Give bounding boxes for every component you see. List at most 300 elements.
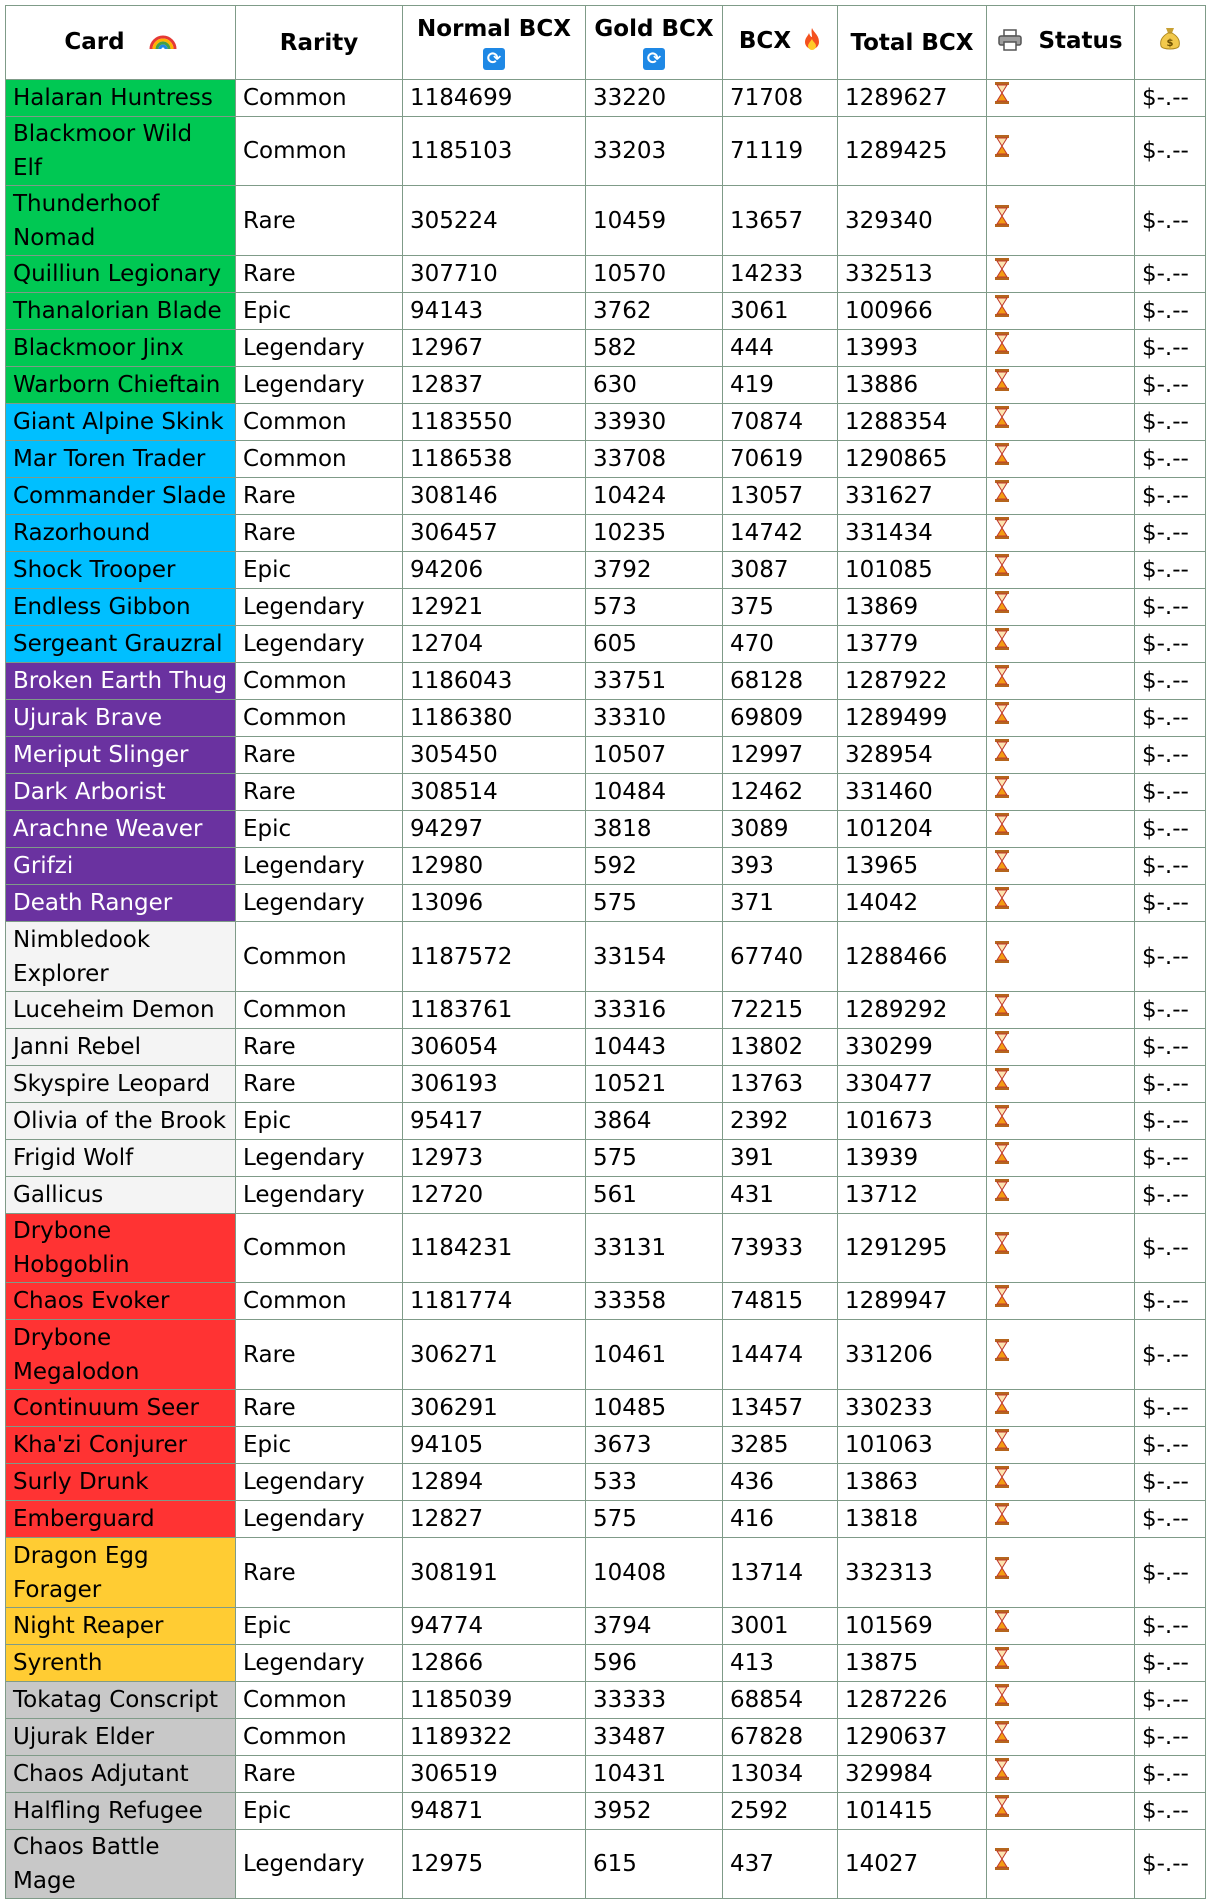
rarity-cell: Common [236, 117, 403, 186]
card-name-cell[interactable]: Warborn Chieftain [6, 367, 236, 404]
status-cell [987, 885, 1135, 922]
status-cell [987, 552, 1135, 589]
bcx-cell: 13802 [723, 1029, 838, 1066]
bcx-cell: 72215 [723, 992, 838, 1029]
total-bcx-cell: 330233 [838, 1390, 987, 1427]
hourglass-icon [994, 1683, 1010, 1717]
price-cell: $-.-- [1135, 515, 1206, 552]
rarity-cell: Rare [236, 737, 403, 774]
total-bcx-cell: 13869 [838, 589, 987, 626]
price-cell: $-.-- [1135, 186, 1206, 256]
hourglass-icon [994, 993, 1010, 1027]
table-row [6, 404, 1206, 441]
price-cell: $-.-- [1135, 256, 1206, 293]
table-row [6, 515, 1206, 552]
table-row [6, 552, 1206, 589]
status-cell [987, 1793, 1135, 1830]
rarity-cell: Rare [236, 1756, 403, 1793]
price-cell: $-.-- [1135, 1140, 1206, 1177]
card-name-cell[interactable]: Quilliun Legionary [6, 256, 236, 293]
status-cell [987, 848, 1135, 885]
table-row [6, 1756, 1206, 1793]
card-name-cell[interactable]: Surly Drunk [6, 1464, 236, 1501]
table-row [6, 117, 1206, 186]
card-name-cell[interactable]: Chaos Evoker [6, 1283, 236, 1320]
price-cell: $-.-- [1135, 1830, 1206, 1899]
hourglass-icon [994, 627, 1010, 661]
price-cell: $-.-- [1135, 589, 1206, 626]
bcx-cell: 2592 [723, 1793, 838, 1830]
rarity-cell: Common [236, 922, 403, 992]
card-name-cell[interactable]: Frigid Wolf [6, 1140, 236, 1177]
status-cell [987, 663, 1135, 700]
card-name-cell[interactable]: Kha'zi Conjurer [6, 1427, 236, 1464]
card-name-cell[interactable]: Drybone Hobgoblin [6, 1214, 236, 1283]
status-cell [987, 626, 1135, 663]
total-bcx-cell: 13993 [838, 330, 987, 367]
hourglass-icon [994, 1104, 1010, 1138]
rainbow-icon [149, 30, 177, 58]
table-row [6, 700, 1206, 737]
gold-bcx-cell: 575 [586, 1140, 723, 1177]
rarity-cell: Common [236, 441, 403, 478]
card-name-cell[interactable]: Tokatag Conscript [6, 1682, 236, 1719]
hourglass-icon [994, 1231, 1010, 1265]
total-bcx-cell: 1287922 [838, 663, 987, 700]
hourglass-icon [994, 1465, 1010, 1499]
card-name-cell[interactable]: Commander Slade [6, 478, 236, 515]
bcx-cell: 70619 [723, 441, 838, 478]
hourglass-icon [994, 1502, 1010, 1536]
hourglass-icon [994, 204, 1010, 238]
rarity-cell: Epic [236, 811, 403, 848]
bcx-cell: 375 [723, 589, 838, 626]
status-cell [987, 1140, 1135, 1177]
price-cell: $-.-- [1135, 404, 1206, 441]
hourglass-icon [994, 738, 1010, 772]
card-name-cell[interactable]: Dragon Egg Forager [6, 1538, 236, 1608]
gold-bcx-cell: 33220 [586, 80, 723, 117]
rarity-cell: Common [236, 404, 403, 441]
rarity-cell: Legendary [236, 885, 403, 922]
card-name-cell[interactable]: Grifzi [6, 848, 236, 885]
bcx-cell: 13034 [723, 1756, 838, 1793]
header-gold-bcx-label: Gold BCX [594, 15, 714, 42]
header-gold-bcx[interactable] [586, 6, 723, 80]
table-row [6, 1214, 1206, 1283]
card-name-cell[interactable]: Thanalorian Blade [6, 293, 236, 330]
price-cell: $-.-- [1135, 1214, 1206, 1283]
total-bcx-cell: 331627 [838, 478, 987, 515]
rarity-cell: Legendary [236, 589, 403, 626]
status-cell [987, 515, 1135, 552]
normal-bcx-cell: 12980 [403, 848, 586, 885]
header-total-bcx[interactable] [838, 6, 987, 80]
total-bcx-cell: 13886 [838, 367, 987, 404]
card-name-cell[interactable]: Chaos Battle Mage [6, 1830, 236, 1899]
price-cell: $-.-- [1135, 1066, 1206, 1103]
table-row [6, 1719, 1206, 1756]
price-cell: $-.-- [1135, 663, 1206, 700]
normal-bcx-cell: 1186380 [403, 700, 586, 737]
card-name-cell[interactable]: Skyspire Leopard [6, 1066, 236, 1103]
price-cell: $-.-- [1135, 1029, 1206, 1066]
bcx-cell: 2392 [723, 1103, 838, 1140]
normal-bcx-cell: 1181774 [403, 1283, 586, 1320]
normal-bcx-cell: 1183550 [403, 404, 586, 441]
total-bcx-cell: 1288354 [838, 404, 987, 441]
normal-bcx-cell: 12720 [403, 1177, 586, 1214]
table-row [6, 626, 1206, 663]
card-name-cell[interactable]: Continuum Seer [6, 1390, 236, 1427]
hourglass-icon [994, 1720, 1010, 1754]
hourglass-icon [994, 1609, 1010, 1643]
status-cell [987, 1645, 1135, 1682]
normal-bcx-cell: 1186538 [403, 441, 586, 478]
normal-bcx-cell: 12894 [403, 1464, 586, 1501]
fire-icon [803, 27, 821, 58]
header-status[interactable] [987, 6, 1135, 80]
price-cell: $-.-- [1135, 885, 1206, 922]
normal-bcx-cell: 308514 [403, 774, 586, 811]
total-bcx-cell: 1289947 [838, 1283, 987, 1320]
total-bcx-cell: 101673 [838, 1103, 987, 1140]
rarity-cell: Legendary [236, 1177, 403, 1214]
rarity-cell: Common [236, 1682, 403, 1719]
total-bcx-cell: 14042 [838, 885, 987, 922]
status-cell [987, 1029, 1135, 1066]
card-name-cell[interactable]: Endless Gibbon [6, 589, 236, 626]
rarity-cell: Rare [236, 774, 403, 811]
total-bcx-cell: 101569 [838, 1608, 987, 1645]
price-cell: $-.-- [1135, 737, 1206, 774]
status-cell [987, 404, 1135, 441]
normal-bcx-cell: 305450 [403, 737, 586, 774]
table-row [6, 1320, 1206, 1390]
card-name-cell[interactable]: Drybone Megalodon [6, 1320, 236, 1390]
normal-bcx-cell: 1184699 [403, 80, 586, 117]
card-name-cell[interactable]: Halaran Huntress [6, 80, 236, 117]
refresh-icon[interactable]: ⟳ [483, 48, 505, 70]
hourglass-icon [994, 849, 1010, 883]
gold-bcx-cell: 10459 [586, 186, 723, 256]
rarity-cell: Common [236, 1719, 403, 1756]
status-cell [987, 1830, 1135, 1899]
normal-bcx-cell: 94774 [403, 1608, 586, 1645]
rarity-cell: Legendary [236, 1464, 403, 1501]
gold-bcx-cell: 33316 [586, 992, 723, 1029]
normal-bcx-cell: 1184231 [403, 1214, 586, 1283]
total-bcx-cell: 13712 [838, 1177, 987, 1214]
total-bcx-cell: 100966 [838, 293, 987, 330]
table-row [6, 992, 1206, 1029]
hourglass-icon [994, 553, 1010, 587]
bcx-cell: 13057 [723, 478, 838, 515]
rarity-cell: Epic [236, 293, 403, 330]
normal-bcx-cell: 1186043 [403, 663, 586, 700]
bcx-cell: 14742 [723, 515, 838, 552]
status-cell [987, 1103, 1135, 1140]
table-row [6, 1501, 1206, 1538]
status-cell [987, 1283, 1135, 1320]
hourglass-icon [994, 1030, 1010, 1064]
rarity-cell: Legendary [236, 1501, 403, 1538]
gold-bcx-cell: 10424 [586, 478, 723, 515]
total-bcx-cell: 14027 [838, 1830, 987, 1899]
total-bcx-cell: 329340 [838, 186, 987, 256]
total-bcx-cell: 1289425 [838, 117, 987, 186]
table-row [6, 663, 1206, 700]
price-cell: $-.-- [1135, 367, 1206, 404]
bcx-cell: 70874 [723, 404, 838, 441]
rarity-cell: Legendary [236, 1140, 403, 1177]
bcx-cell: 12462 [723, 774, 838, 811]
gold-bcx-cell: 630 [586, 367, 723, 404]
card-name-cell[interactable]: Giant Alpine Skink [6, 404, 236, 441]
card-name-cell[interactable]: Chaos Adjutant [6, 1756, 236, 1793]
rarity-cell: Rare [236, 1029, 403, 1066]
status-cell [987, 441, 1135, 478]
card-name-cell[interactable]: Meriput Slinger [6, 737, 236, 774]
table-row [6, 885, 1206, 922]
table-row [6, 1390, 1206, 1427]
total-bcx-cell: 1287226 [838, 1682, 987, 1719]
card-name-cell[interactable]: Death Ranger [6, 885, 236, 922]
card-name-cell[interactable]: Gallicus [6, 1177, 236, 1214]
status-cell [987, 1608, 1135, 1645]
normal-bcx-cell: 94297 [403, 811, 586, 848]
status-cell [987, 1427, 1135, 1464]
bcx-cell: 3087 [723, 552, 838, 589]
price-cell: $-.-- [1135, 1320, 1206, 1390]
gold-bcx-cell: 10443 [586, 1029, 723, 1066]
gold-bcx-cell: 10431 [586, 1756, 723, 1793]
rarity-cell: Common [236, 700, 403, 737]
header-rarity-label: Rarity [279, 29, 359, 56]
price-cell: $-.-- [1135, 478, 1206, 515]
svg-text:$: $ [1166, 38, 1174, 49]
total-bcx-cell: 331460 [838, 774, 987, 811]
price-cell: $-.-- [1135, 1464, 1206, 1501]
table-row [6, 811, 1206, 848]
bcx-cell: 71708 [723, 80, 838, 117]
table-row [6, 1793, 1206, 1830]
hourglass-icon [994, 940, 1010, 974]
rarity-cell: Rare [236, 1538, 403, 1608]
price-cell: $-.-- [1135, 1390, 1206, 1427]
bcx-cell: 3001 [723, 1608, 838, 1645]
hourglass-icon [994, 134, 1010, 168]
normal-bcx-cell: 306271 [403, 1320, 586, 1390]
total-bcx-cell: 1290865 [838, 441, 987, 478]
gold-bcx-cell: 3952 [586, 1793, 723, 1830]
refresh-icon[interactable]: ⟳ [643, 48, 665, 70]
card-name-cell[interactable]: Dark Arborist [6, 774, 236, 811]
total-bcx-cell: 331206 [838, 1320, 987, 1390]
gold-bcx-cell: 3762 [586, 293, 723, 330]
total-bcx-cell: 329984 [838, 1756, 987, 1793]
total-bcx-cell: 13818 [838, 1501, 987, 1538]
bcx-cell: 3089 [723, 811, 838, 848]
bcx-cell: 13457 [723, 1390, 838, 1427]
gold-bcx-cell: 10507 [586, 737, 723, 774]
status-cell [987, 700, 1135, 737]
total-bcx-cell: 13863 [838, 1464, 987, 1501]
total-bcx-cell: 13779 [838, 626, 987, 663]
table-row [6, 1830, 1206, 1899]
gold-bcx-cell: 10235 [586, 515, 723, 552]
bcx-cell: 69809 [723, 700, 838, 737]
bcx-cell: 3061 [723, 293, 838, 330]
status-cell [987, 367, 1135, 404]
table-row [6, 1029, 1206, 1066]
price-cell: $-.-- [1135, 1538, 1206, 1608]
hourglass-icon [994, 257, 1010, 291]
gold-bcx-cell: 533 [586, 1464, 723, 1501]
normal-bcx-cell: 305224 [403, 186, 586, 256]
card-name-cell[interactable]: Ujurak Elder [6, 1719, 236, 1756]
hourglass-icon [994, 294, 1010, 328]
table-row [6, 922, 1206, 992]
header-bcx[interactable] [723, 6, 838, 80]
normal-bcx-cell: 306193 [403, 1066, 586, 1103]
card-name-cell[interactable]: Janni Rebel [6, 1029, 236, 1066]
status-cell [987, 117, 1135, 186]
bcx-cell: 71119 [723, 117, 838, 186]
rarity-cell: Epic [236, 1608, 403, 1645]
price-cell: $-.-- [1135, 1283, 1206, 1320]
table-row [6, 1538, 1206, 1608]
table-row [6, 256, 1206, 293]
rarity-cell: Rare [236, 256, 403, 293]
header-normal-bcx-label: Normal BCX [417, 15, 571, 42]
total-bcx-cell: 1289499 [838, 700, 987, 737]
card-name-cell[interactable]: Olivia of the Brook [6, 1103, 236, 1140]
header-card[interactable] [6, 6, 236, 80]
hourglass-icon [994, 81, 1010, 115]
card-name-cell[interactable]: Luceheim Demon [6, 992, 236, 1029]
normal-bcx-cell: 306519 [403, 1756, 586, 1793]
hourglass-icon [994, 701, 1010, 735]
total-bcx-cell: 13965 [838, 848, 987, 885]
normal-bcx-cell: 308191 [403, 1538, 586, 1608]
card-name-cell[interactable]: Broken Earth Thug [6, 663, 236, 700]
total-bcx-cell: 101415 [838, 1793, 987, 1830]
total-bcx-cell: 101063 [838, 1427, 987, 1464]
card-name-cell[interactable]: Syrenth [6, 1645, 236, 1682]
normal-bcx-cell: 94871 [403, 1793, 586, 1830]
total-bcx-cell: 332513 [838, 256, 987, 293]
header-total-bcx-label: Total BCX [850, 29, 974, 56]
gold-bcx-cell: 3794 [586, 1608, 723, 1645]
hourglass-icon [994, 775, 1010, 809]
hourglass-icon [994, 1757, 1010, 1791]
table-row [6, 737, 1206, 774]
price-cell: $-.-- [1135, 117, 1206, 186]
normal-bcx-cell: 12827 [403, 1501, 586, 1538]
status-cell [987, 478, 1135, 515]
normal-bcx-cell: 1185039 [403, 1682, 586, 1719]
bcx-cell: 67740 [723, 922, 838, 992]
bcx-cell: 74815 [723, 1283, 838, 1320]
bcx-cell: 14474 [723, 1320, 838, 1390]
table-row [6, 1427, 1206, 1464]
price-cell: $-.-- [1135, 626, 1206, 663]
status-cell [987, 1214, 1135, 1283]
header-rarity[interactable] [236, 6, 403, 80]
price-cell: $-.-- [1135, 774, 1206, 811]
rarity-cell: Legendary [236, 1645, 403, 1682]
gold-bcx-cell: 592 [586, 848, 723, 885]
card-name-cell[interactable]: Arachne Weaver [6, 811, 236, 848]
card-name-cell[interactable]: Emberguard [6, 1501, 236, 1538]
card-name-cell[interactable]: Nimbledook Explorer [6, 922, 236, 992]
hourglass-icon [994, 479, 1010, 513]
bcx-cell: 13657 [723, 186, 838, 256]
table-row [6, 1608, 1206, 1645]
header-normal-bcx[interactable] [403, 6, 586, 80]
header-row [6, 6, 1206, 80]
normal-bcx-cell: 94206 [403, 552, 586, 589]
gold-bcx-cell: 615 [586, 1830, 723, 1899]
price-cell: $-.-- [1135, 1177, 1206, 1214]
card-name-cell[interactable]: Shock Trooper [6, 552, 236, 589]
header-status-label: Status [1038, 28, 1123, 54]
normal-bcx-cell: 1187572 [403, 922, 586, 992]
gold-bcx-cell: 33203 [586, 117, 723, 186]
bcx-cell: 13763 [723, 1066, 838, 1103]
card-name-cell[interactable]: Blackmoor Wild Elf [6, 117, 236, 186]
price-cell: $-.-- [1135, 1645, 1206, 1682]
status-cell [987, 1501, 1135, 1538]
rarity-cell: Legendary [236, 330, 403, 367]
card-name-cell[interactable]: Halfling Refugee [6, 1793, 236, 1830]
bcx-cell: 431 [723, 1177, 838, 1214]
card-name-cell[interactable]: Razorhound [6, 515, 236, 552]
normal-bcx-cell: 12973 [403, 1140, 586, 1177]
bcx-table [5, 5, 1206, 1899]
bcx-cell: 67828 [723, 1719, 838, 1756]
total-bcx-cell: 1289292 [838, 992, 987, 1029]
hourglass-icon [994, 812, 1010, 846]
price-cell: $-.-- [1135, 811, 1206, 848]
hourglass-icon [994, 442, 1010, 476]
hourglass-icon [994, 1141, 1010, 1175]
price-cell: $-.-- [1135, 992, 1206, 1029]
card-name-cell[interactable]: Blackmoor Jinx [6, 330, 236, 367]
table-row [6, 1645, 1206, 1682]
rarity-cell: Common [236, 80, 403, 117]
price-cell: $-.-- [1135, 1103, 1206, 1140]
card-name-cell[interactable]: Mar Toren Trader [6, 441, 236, 478]
card-name-cell[interactable]: Thunderhoof Nomad [6, 186, 236, 256]
rarity-cell: Epic [236, 1103, 403, 1140]
bcx-cell: 444 [723, 330, 838, 367]
gold-bcx-cell: 3818 [586, 811, 723, 848]
gold-bcx-cell: 33358 [586, 1283, 723, 1320]
card-name-cell[interactable]: Ujurak Brave [6, 700, 236, 737]
hourglass-icon [994, 1284, 1010, 1318]
card-name-cell[interactable]: Sergeant Grauzral [6, 626, 236, 663]
total-bcx-cell: 1288466 [838, 922, 987, 992]
printer-icon [998, 29, 1022, 58]
header-price[interactable] [1135, 6, 1206, 80]
table-row [6, 589, 1206, 626]
normal-bcx-cell: 12967 [403, 330, 586, 367]
card-name-cell[interactable]: Night Reaper [6, 1608, 236, 1645]
normal-bcx-cell: 1185103 [403, 117, 586, 186]
bcx-cell: 3285 [723, 1427, 838, 1464]
